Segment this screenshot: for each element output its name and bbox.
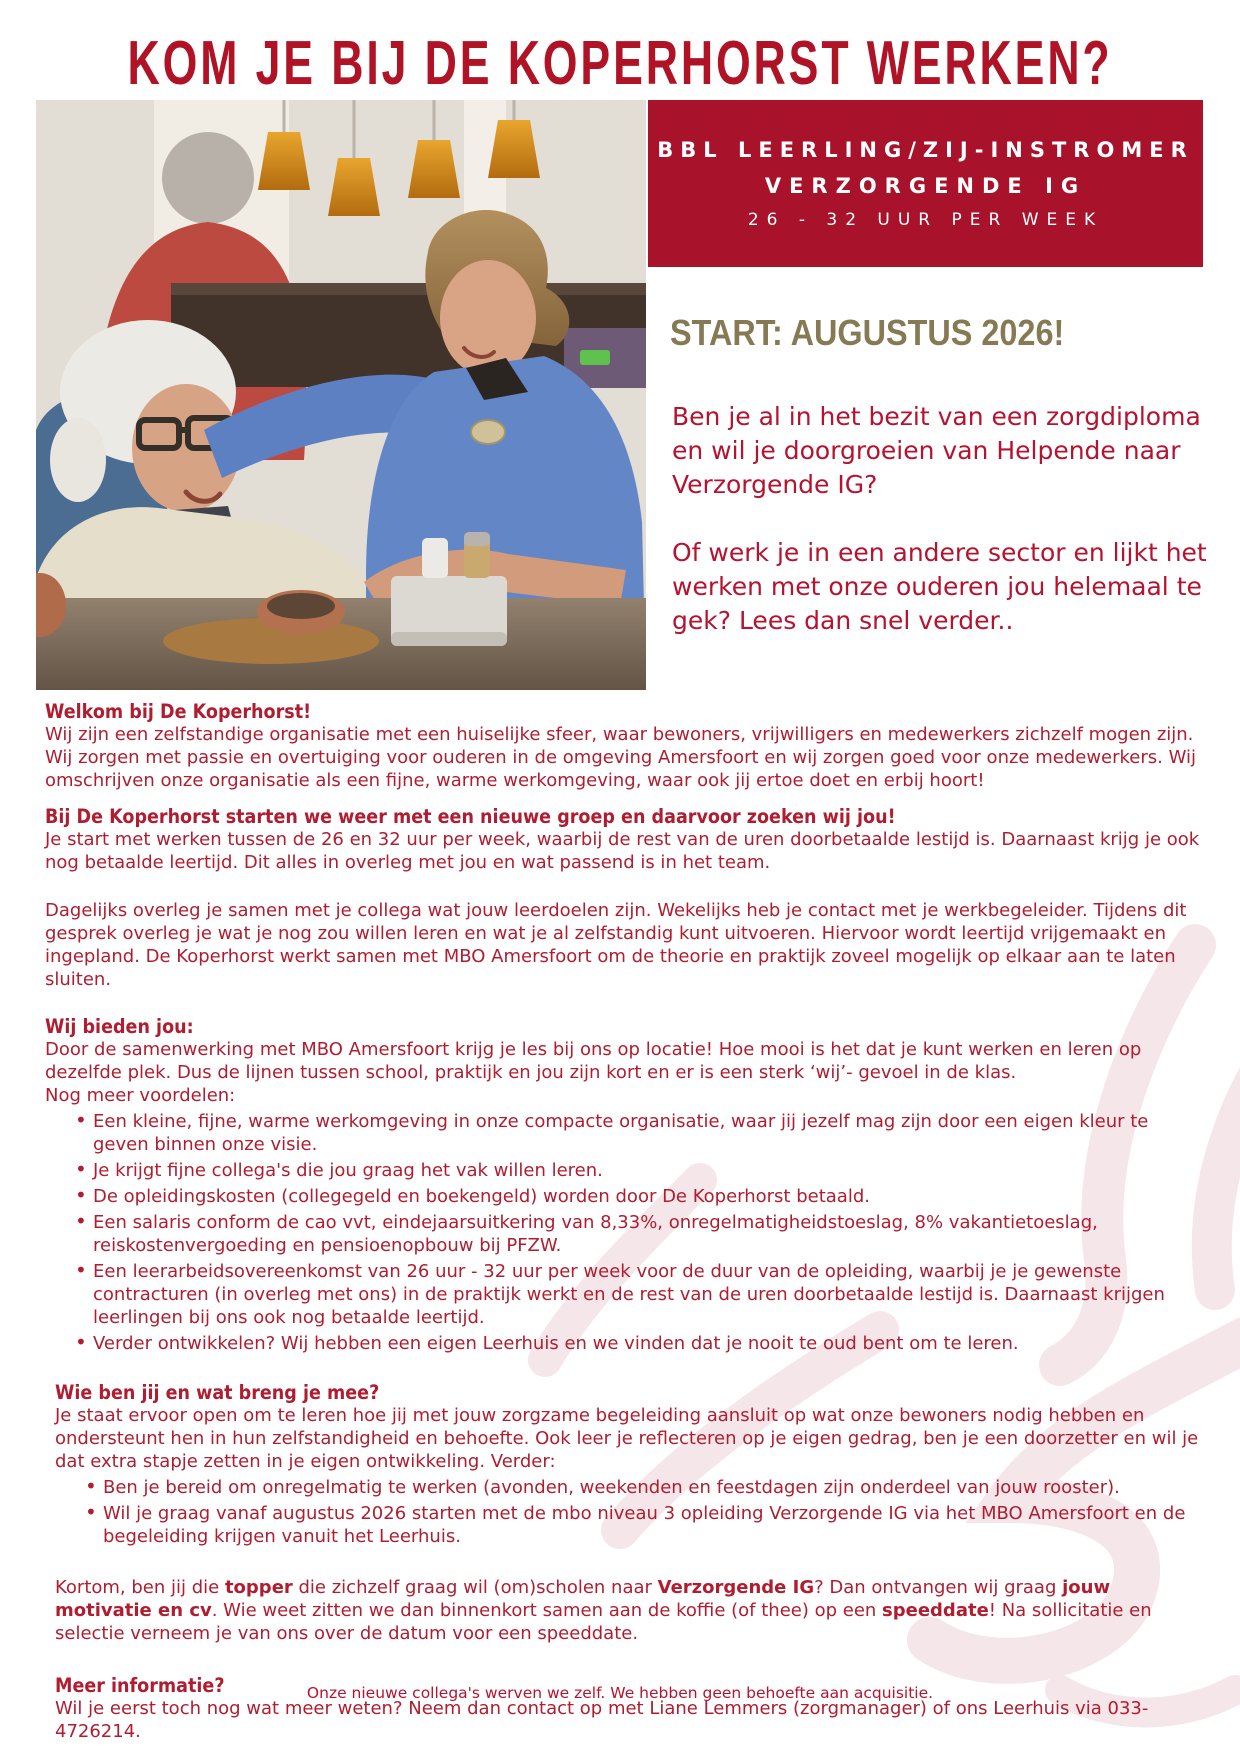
photo-pepper-shaker-cap bbox=[464, 532, 490, 546]
wie-heading: Wie ben jij en wat breng je mee? bbox=[55, 1381, 380, 1404]
benefit-item: • Verder ontwikkelen? Wij hebben een eigen Leerhuis en we vinden dat je nooit te oud bent om te leren. bbox=[75, 1332, 1200, 1355]
vacancy-banner bbox=[648, 100, 1203, 267]
kortom-bold: jouw motivatie en cv bbox=[55, 1577, 1111, 1621]
welkom-paragraph: Wij zijn een zelfstandige organisatie met een huiselijke sfeer, waar bewoners, vrijwilligers en medewerkers zichzelf mogen zijn. Wij zorgen met passie en overtuiging voor ouderen in de omgeving Amersfoort en wij zorgen goed voor onze medewerkers. Wij omschrijven onze organisatie als een fijne, warme werkomgeving, waar ook jij ertoe doet en erbij hoort! bbox=[45, 724, 1197, 791]
photo-bowl-inner bbox=[267, 593, 335, 619]
kortom-paragraph bbox=[55, 1576, 1200, 1645]
photo-young-face bbox=[440, 260, 536, 376]
intro-column bbox=[672, 400, 1217, 672]
photo-elderly-hair-side bbox=[50, 418, 106, 502]
kortom-text: die zichzelf graag wil (om)scholen naar bbox=[292, 1577, 658, 1598]
requirements-list bbox=[55, 1476, 1200, 1548]
bieden-paragraph: Door de samenwerking met MBO Amersfoort krijg je les bij ons op locatie! Hoe mooi is het dat je kunt werken en leren op dezelfde plek. Dus de lijnen tussen school, praktijk en jou zijn kort en er is een sterk ‘wij’- gevoel in de klas. bbox=[45, 1039, 1142, 1083]
wie-paragraph: Je staat ervoor open om te leren hoe jij met jouw zorgzame begeleiding aansluit op wat onze bewoners nodig hebben en ondersteunt hen in hun zelfstandigheid en behoefte. Ook leer je reflecteren op je eigen gedrag, ben je een doorzetter en wil je dat extra stapje zetten in je eigen ontwikkeling. Verder: bbox=[55, 1405, 1199, 1472]
section-nieuwe-groep bbox=[45, 805, 1200, 874]
kortom-text: ? Dan ontvangen wij graag bbox=[814, 1577, 1063, 1598]
overleg-paragraph: Dagelijks overleg je samen met je collega wat jouw leerdoelen zijn. Wekelijks heb je contact met je werkbegeleider. Tijdens dit gesprek overleg je wat je nog zou willen leren en wat je al zelfstandig kunt uitvoeren. Hiervoor wordt leertijd vrijgemaakt en ingepland. De Koperhorst werkt samen met MBO Amersfoort om de theorie en praktijk zoveel mogelijk op elkaar aan te laten sluiten. bbox=[45, 900, 1187, 990]
kortom-bold: topper bbox=[224, 1577, 293, 1598]
kortom-bold: speeddate bbox=[882, 1600, 989, 1621]
start-date-heading: START: AUGUSTUS 2026! bbox=[670, 312, 1065, 353]
footer-disclaimer: Onze nieuwe collega's werven we zelf. We hebben geen behoefte aan acquisitie. bbox=[306, 1684, 934, 1702]
kortom-text: . Wie weet zitten we dan binnenkort samen aan de koffie (of thee) op een bbox=[211, 1600, 883, 1621]
benefit-item: • Een kleine, fijne, warme werkomgeving in onze compacte organisatie, waar jij jezelf mag zijn door een eigen kleur te geven binnen onze visie. bbox=[75, 1110, 1200, 1156]
kortom-text: ! Na sollicitatie en selectie verneem je van ons over de datum voor een speeddate. bbox=[55, 1600, 1152, 1644]
section-overleg bbox=[45, 899, 1200, 991]
benefit-item: • Een leerarbeidsovereenkomst van 26 uur - 32 uur per week voor de duur van de opleiding, waarbij je je gewenste contracturen (in overleg met ons) in de praktijk werkt en de rest van de uren doorbetaalde lestijd is. Daarnaast krijgen leerlingen bij ons ook nog betaalde leertijd. bbox=[75, 1260, 1200, 1329]
page-title: KOM JE BIJ DE KOPERHORST WERKEN? bbox=[127, 29, 1113, 98]
bieden-more-label: Nog meer voordelen: bbox=[45, 1085, 236, 1106]
section-kortom bbox=[45, 1576, 1200, 1645]
intro-paragraph-2: Of werk je in een andere sector en lijkt het werken met onze ouderen jou helemaal te gek? Lees dan snel verder.. bbox=[672, 538, 1207, 635]
photo-salt-shaker bbox=[422, 538, 448, 578]
photo-green-screen-glow bbox=[580, 350, 610, 365]
benefits-list bbox=[45, 1110, 1200, 1355]
vacancy-role-line2: VERZORGENDE IG bbox=[764, 173, 1087, 198]
headline-wrap bbox=[0, 28, 1240, 99]
groep-paragraph: Je start met werken tussen de 26 en 32 uur per week, waarbij de rest van de uren doorbetaalde lestijd is. Daarnaast krijg je ook nog betaalde leertijd. Dit alles in overleg met jou en wat passend is in het team. bbox=[45, 829, 1200, 873]
benefit-item: • Een salaris conform de cao vvt, eindejaarsuitkering van 8,33%, onregelmatigheidstoeslag, 8% vakantietoeslag, reiskostenvergoeding en pensioenopbouw bij PFZW. bbox=[75, 1211, 1200, 1257]
photo-holder-box-shade bbox=[391, 632, 507, 646]
kortom-text: Kortom, ben jij die bbox=[55, 1577, 225, 1598]
benefit-item: • Je krijgt fijne collega's die jou graag het vak willen leren. bbox=[75, 1159, 1200, 1182]
vacancy-role-line1: BBL LEERLING/ZIJ-INSTROMER bbox=[657, 137, 1194, 162]
section-wij-bieden bbox=[45, 1015, 1200, 1355]
watermark-stroke bbox=[1212, 1020, 1240, 1290]
intro-paragraph-1: Ben je al in het bezit van een zorgdiploma en wil je doorgroeien van Helpende naar Verzorgende IG? bbox=[672, 402, 1201, 499]
benefit-item: • De opleidingskosten (collegegeld en boekengeld) worden door De Koperhorst betaald. bbox=[75, 1185, 1200, 1208]
kortom-bold: Verzorgende IG bbox=[657, 1577, 815, 1598]
section-welkom bbox=[45, 700, 1200, 792]
meer-paragraph: Wil je eerst toch nog wat meer weten? Neem dan contact op met Liane Lemmers (zorgmanager) of ons Leerhuis via 033-4726214. bbox=[55, 1698, 1149, 1742]
vacancy-hours: 26 - 32 UUR PER WEEK bbox=[747, 209, 1104, 230]
section-wie-ben-jij bbox=[45, 1381, 1200, 1548]
welkom-heading: Welkom bij De Koperhorst! bbox=[45, 700, 312, 723]
hero-photo-illustration bbox=[36, 100, 646, 690]
bieden-heading: Wij bieden jou: bbox=[45, 1015, 194, 1038]
hero-photo bbox=[36, 100, 646, 690]
groep-heading: Bij De Koperhorst starten we weer met een nieuwe groep en daarvoor zoeken wij jou! bbox=[45, 805, 896, 828]
photo-name-badge bbox=[471, 420, 505, 444]
photo-counter-top bbox=[171, 283, 646, 295]
photo-bg-person-hair bbox=[162, 132, 254, 224]
meer-heading: Meer informatie? bbox=[55, 1674, 225, 1697]
requirement-item: • Wil je graag vanaf augustus 2026 starten met de mbo niveau 3 opleiding Verzorgende IG via het MBO Amersfoort en de begeleiding krijgen vanuit het Leerhuis. bbox=[85, 1502, 1200, 1548]
requirement-item: • Ben je bereid om onregelmatig te werken (avonden, weekenden en feestdagen zijn onderdeel van jouw rooster). bbox=[85, 1476, 1200, 1499]
body-content bbox=[45, 700, 1200, 1743]
